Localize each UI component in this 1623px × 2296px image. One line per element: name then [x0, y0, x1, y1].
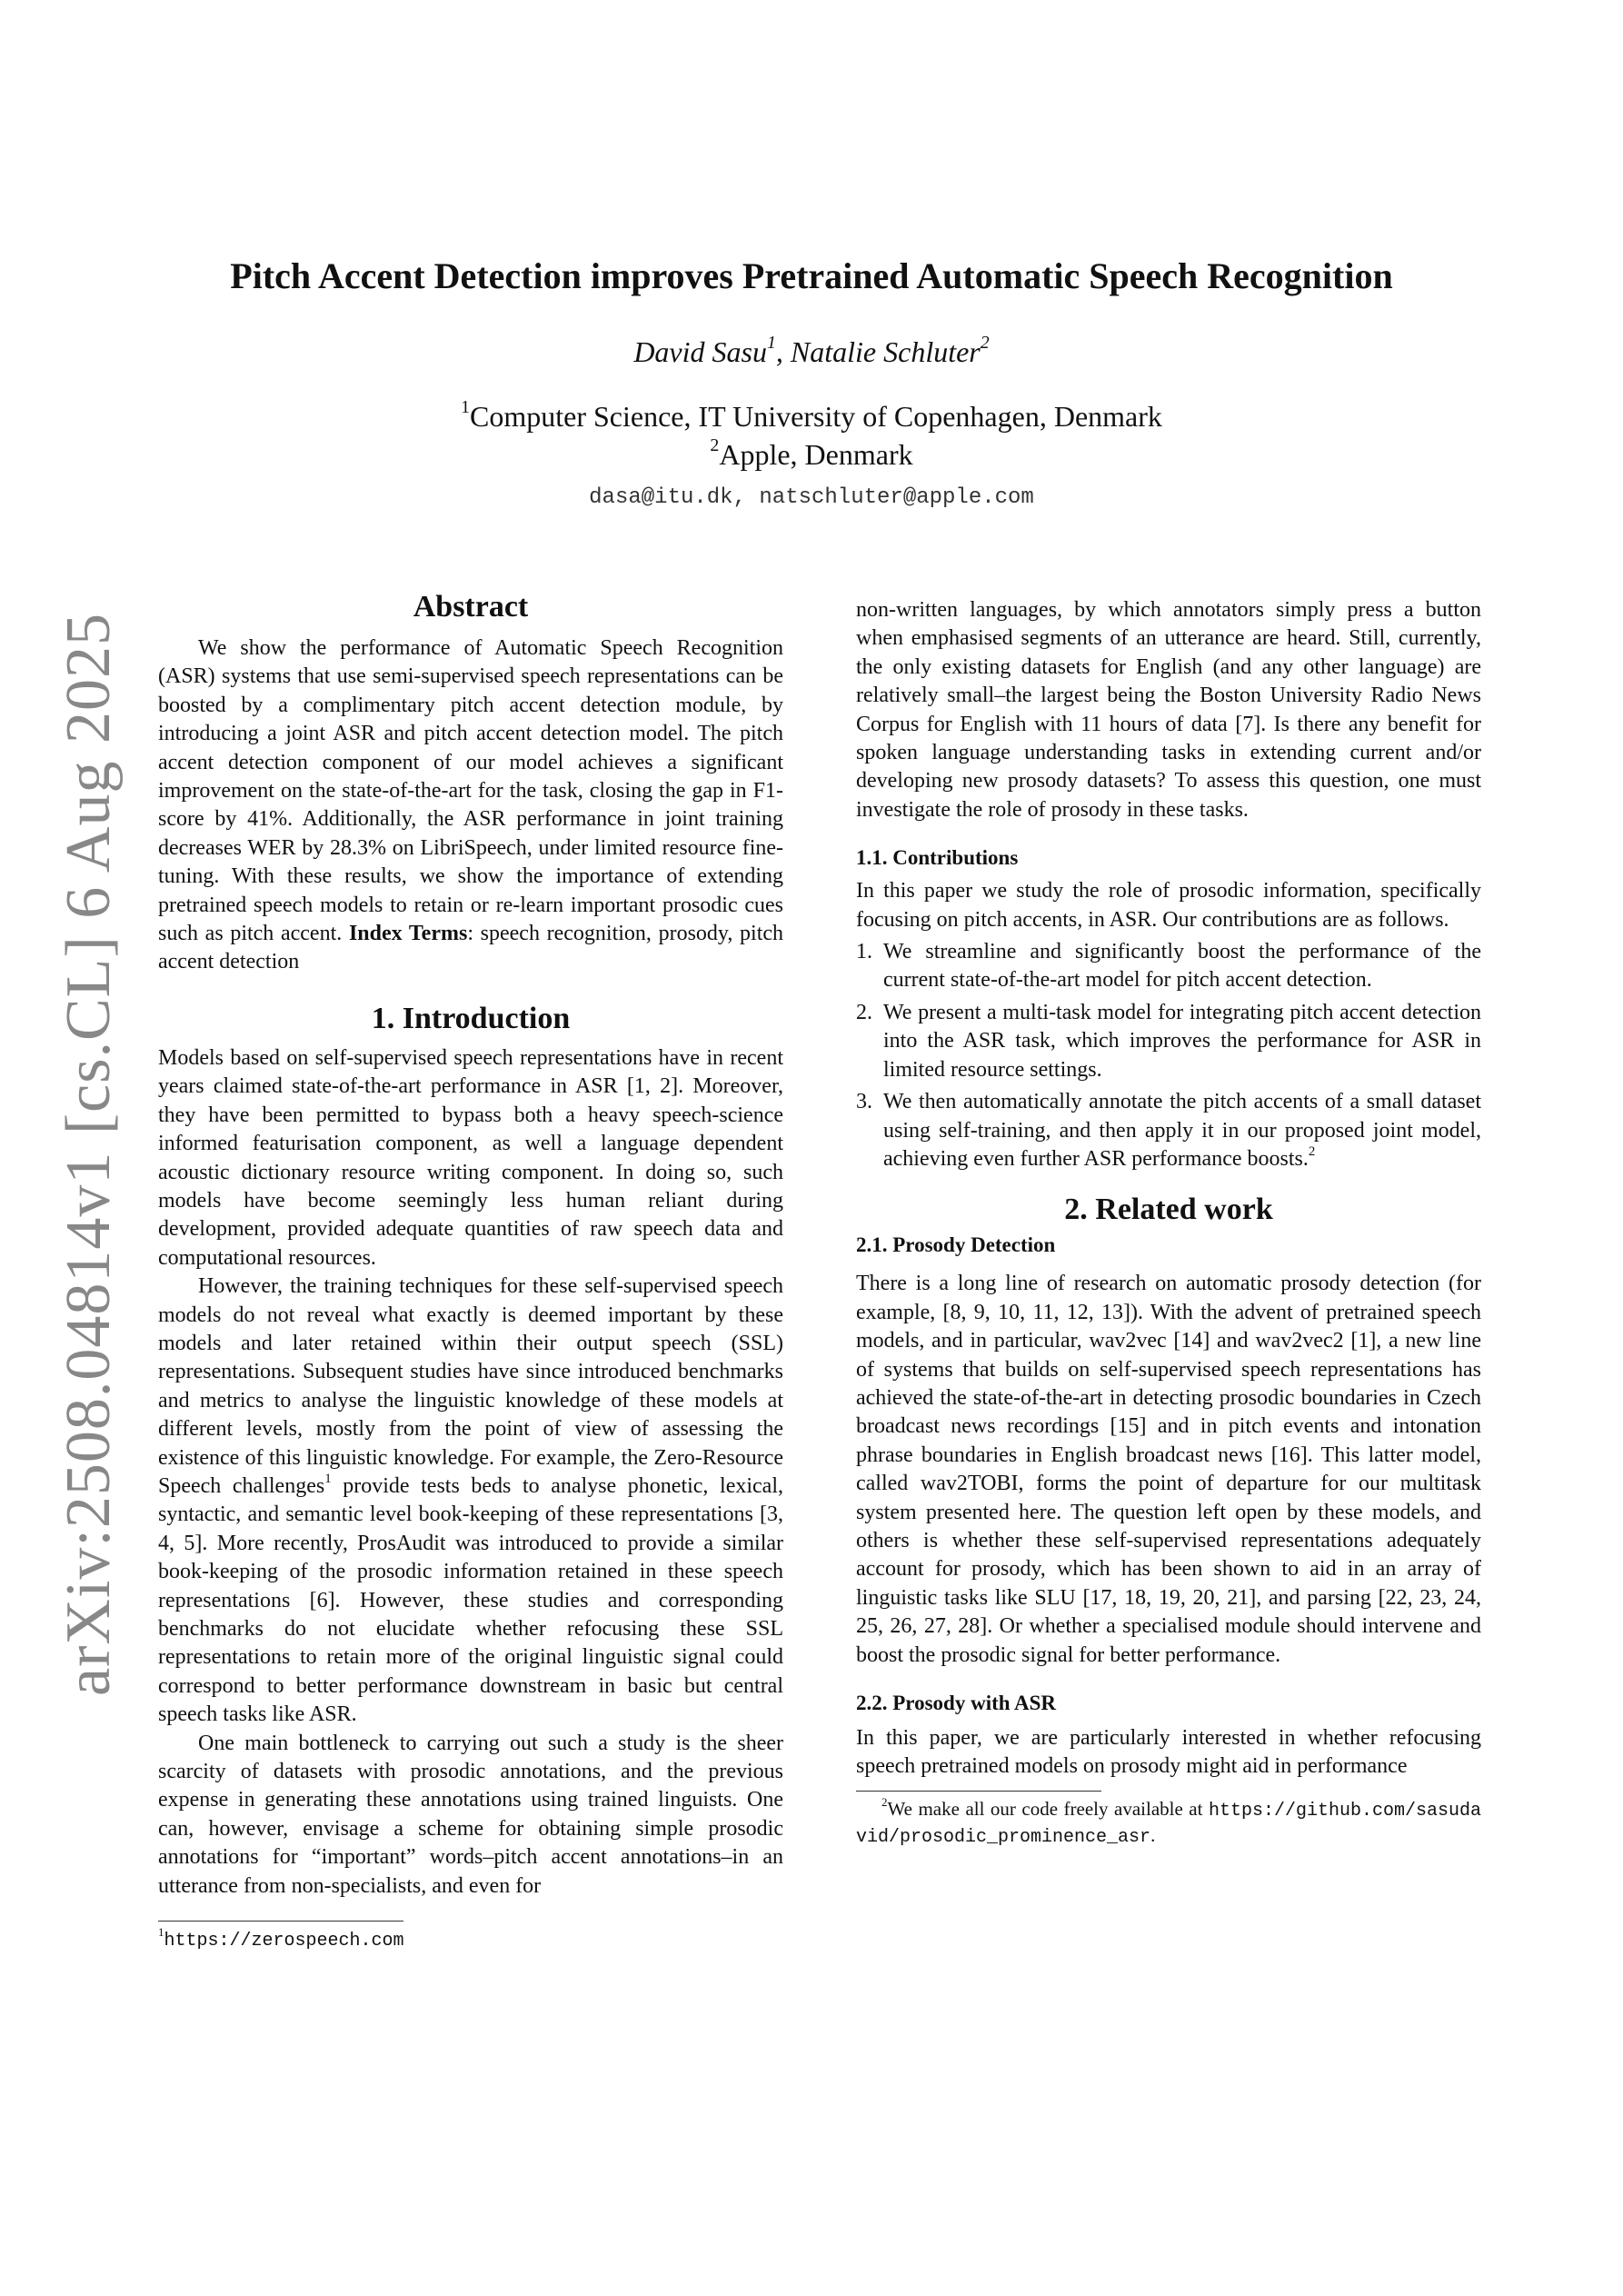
affiliation: [136, 398, 1487, 434]
list-item-text: We streamline and significantly boost the performance of the current state-of-the-art model for pitch accent detection.: [883, 940, 1481, 993]
intro-paragraph-3-continued: non-written languages, by which annotators simply press a button when emphasised segments of an utterance are heard. Still, currently, the only existing datasets for English (and any other language) are relatively small–the largest being the Boston University Radio News Corpus for English with 11 hours of data [7]. Is there any benefit for spoken language understanding tasks in extending current and/or developing new prosody datasets? To assess this question, one must investigate the role of prosody in these tasks.: [856, 598, 1481, 822]
prosody-detection-heading: 2.1. Prosody Detection: [856, 1233, 1056, 1257]
intro-paragraph-1: Models based on self-supervised speech representations have in recent years claimed state-of-the-art performance in ASR [1, 2]. Moreover, they have been permitted to bypass both a heavy speech-science informed featurisation component, as well a language dependent acoustic dictionary resource writing component. In doing so, such models have become seemingly less human reliant during development, provided adequate quantities of raw speech data and computational resources.: [158, 1045, 783, 1270]
author-list: [136, 333, 1487, 371]
footnote-divider: [856, 1791, 1101, 1792]
abstract-heading: Abstract: [413, 590, 529, 624]
footnote-1: [158, 1927, 783, 1953]
footnote-divider: [158, 1921, 403, 1922]
footnote-number: 1: [158, 1925, 164, 1940]
footnote-2-url[interactable]: https://github.com/sasudavid/prosodic_prominence_asr: [856, 1800, 1481, 1848]
contributions-intro: In this paper we study the role of prosodic information, specifically focusing on pitch accents, in ASR. Our contributions are as follows.: [856, 879, 1481, 932]
introduction-heading: 1. Introduction: [371, 1001, 571, 1035]
intro-paragraph-2: [158, 1273, 783, 1730]
author-name: Natalie Schluter: [790, 335, 981, 368]
affiliation: [136, 436, 1487, 473]
arxiv-sidebar-identifier: [35, 613, 144, 1696]
affiliation-mark: 2: [710, 435, 720, 456]
affiliation-text: Apple, Denmark: [719, 438, 913, 471]
intro-paragraph-2-part-b: provide tests beds to analyse phonetic, lexical, syntactic, and semantic level book-keeping of these representations [3, 4, 5]. More recently, ProsAudit was introduced to provide a similar book-keeping of the prosodic information retained in these speech representations [6]. However, these studies and corresponding benchmarks do not elucidate whether refocusing these SSL representations to retain more of the original linguistic signal could correspond to better performance downstream in basic but central speech tasks like ASR.: [158, 1473, 783, 1727]
paper-title: Pitch Accent Detection improves Pretrained Automatic Speech Recognition: [230, 255, 1393, 296]
footnote-ref-1: 1: [324, 1471, 332, 1486]
prosody-detection-text: There is a long line of research on automatic prosody detection (for example, [8, 9, 10, 11, 12, 13]). With the advent of pretrained speech models, and in particular, wav2vec [14] and wav2vec2 [1], a new line of systems that builds on self-supervised speech representations has achieved the state-of-the-art in detecting prosodic boundaries in Czech broadcast news recordings [15] and in pitch events and intonation phrase boundaries in English broadcast news [16]. This latter model, called wav2TOBI, forms the point of departure for our multitask system presented here. The question left open by these models, and others is whether these self-supervised representations adequately account for prosody, which has been shown to aid in an array of linguistic tasks like SLU [17, 18, 19, 20, 21], and parsing [22, 23, 24, 25, 26, 27, 28]. Or whether a specialised module should intervene and boost the prosodic signal for better performance.: [856, 1272, 1481, 1667]
index-terms-label: Index Terms: [348, 922, 468, 946]
contributions-heading: 1.1. Contributions: [856, 846, 1019, 870]
prosody-with-asr-heading: 2.2. Prosody with ASR: [856, 1692, 1057, 1714]
author-affiliation-mark: 2: [980, 333, 990, 354]
author-affiliation-mark: 1: [766, 333, 776, 354]
list-item: [856, 1088, 1481, 1173]
footnote-ref-2: 2: [1308, 1143, 1316, 1159]
intro-paragraph-3: One main bottleneck to carrying out such a study is the sheer scarcity of datasets with prosodic annotations, and the previous expense in generating these annotations using trained linguists. One can, however, envisage a scheme for obtaining simple prosodic annotations for “important” words–pitch accent annotations–in an utterance from non-specialists, and even for: [158, 1731, 783, 1898]
related-work-heading: 2. Related work: [1064, 1193, 1273, 1227]
contributions-list: [856, 938, 1481, 1173]
footnote-2-text: We make all our code freely available at: [887, 1797, 1209, 1820]
left-column: [158, 587, 783, 1953]
footnote-2: [856, 1794, 1481, 1850]
abstract-text: [158, 634, 783, 977]
list-item: [856, 999, 1481, 1084]
right-column: [856, 596, 1481, 1850]
list-item-text: We present a multi-task model for integrating pitch accent detection into the ASR task, which improves the performance for ASR in limited resource settings.: [883, 1000, 1481, 1082]
author-name: David Sasu: [633, 335, 767, 368]
prosody-with-asr-text: In this paper, we are particularly interested in whether refocusing speech pretrained models on prosody might aid in performance: [856, 1726, 1481, 1779]
abstract-body: We show the performance of Automatic Speech Recognition (ASR) systems that use semi-supervised speech representations can be boosted by a complimentary pitch accent detection module, by introducing a joint ASR and pitch accent detection model. The pitch accent detection component of our model achieves a significant improvement on the state-of-the-art for the task, closing the gap in F1-score by 41%. Additionally, the ASR performance in joint training decreases WER by 28.3% on LibriSpeech, under limited resource fine-tuning. With these results, we show the importance of extending pretrained speech models to retain or re-learn important prosodic cues such as pitch accent.: [158, 636, 783, 946]
index-terms: : speech recognition, prosody, pitch accent detection: [158, 922, 784, 974]
list-item-text: We then automatically annotate the pitch accents of a small dataset using self-training, and then apply it in our proposed joint model, achieving even further ASR performance boosts.: [883, 1090, 1481, 1171]
footnote-number: 2: [881, 1794, 888, 1809]
affiliation-mark: 1: [461, 397, 471, 418]
footnote-1-url[interactable]: https://zerospeech.com: [164, 1931, 404, 1952]
list-item: [856, 938, 1481, 995]
list-number: 3.: [856, 1090, 872, 1114]
arxiv-id-text: arXiv:2508.04814v1 [cs.CL] 6 Aug 2025: [54, 613, 124, 1696]
author-separator: ,: [775, 335, 791, 368]
list-number: 1.: [856, 940, 872, 964]
footnote-2-end: .: [1150, 1823, 1156, 1846]
list-number: 2.: [856, 1000, 872, 1024]
intro-paragraph-2-part-a: However, the training techniques for these self-supervised speech models do not reveal what exactly is deemed important by these models and later retained within their output speech (SSL) representations. Subsequent studies have since introduced benchmarks and metrics to analyse the linguistic knowledge of these models at different levels, mostly from the point of view of assessing the existence of this linguistic knowledge. For example, the Zero-Resource Speech challenges: [158, 1274, 783, 1498]
author-emails: dasa@itu.dk, natschluter@apple.com: [589, 485, 1034, 510]
affiliation-text: Computer Science, IT University of Copenhagen, Denmark: [470, 400, 1162, 433]
